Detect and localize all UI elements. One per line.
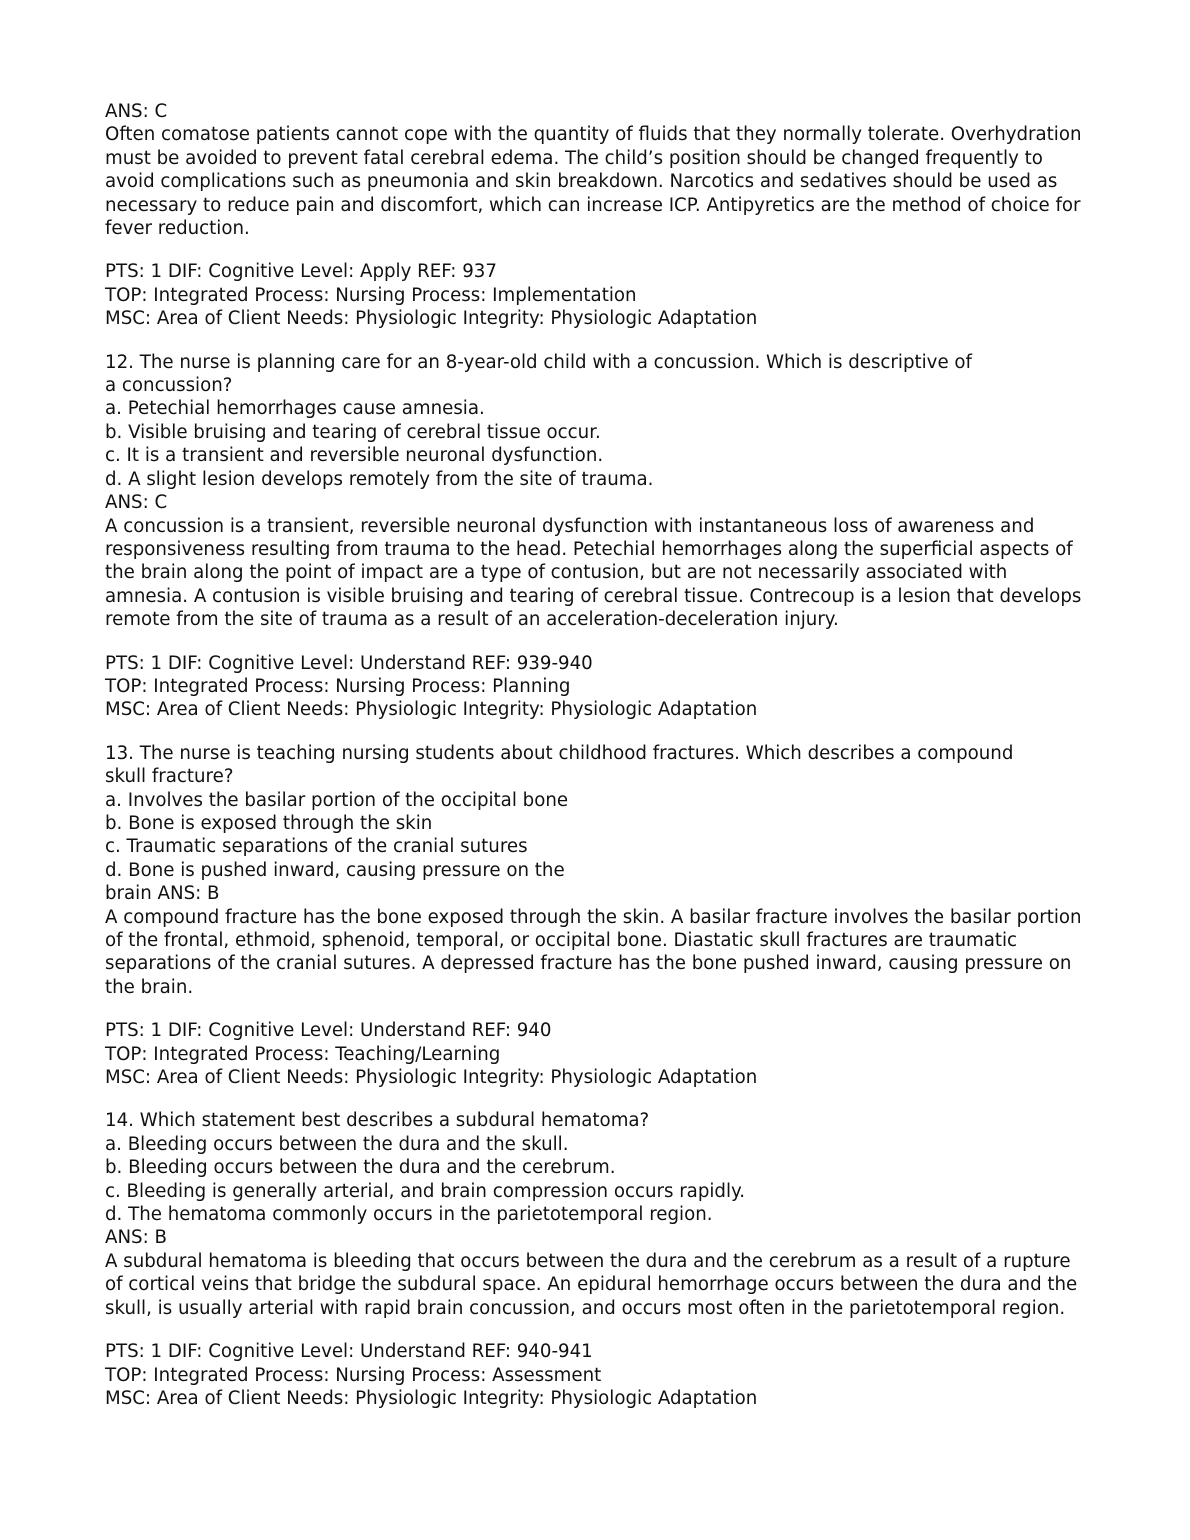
option-a: a. Involves the basilar portion of the occipital bone (105, 789, 569, 811)
option-d: d. The hematoma commonly occurs in the parietotemporal region. (105, 1204, 713, 1226)
answer-label: ANS: C (105, 101, 168, 122)
option-b: b. Bleeding occurs between the dura and the cerebrum. (105, 1157, 616, 1179)
top-line: TOP: Integrated Process: Nursing Process: Planning (105, 675, 571, 697)
msc-line: MSC: Area of Client Needs: Physiologic Integrity: Physiologic Adaptation (105, 308, 758, 330)
answer-label: ANS: C (105, 492, 168, 514)
option-c: c. Bleeding is generally arterial, and brain compression occurs rapidly. (105, 1180, 745, 1202)
answer-label: brain ANS: B (105, 883, 220, 905)
q12-question-block (105, 351, 1090, 632)
question-stem: 12. The nurse is planning care for an 8-year-old child with a concussion. Which is descriptive of (105, 351, 972, 373)
option-a: a. Bleeding occurs between the dura and the skull. (105, 1133, 569, 1155)
question-stem: 14. Which statement best describes a subdural hematoma? (105, 1110, 650, 1132)
answer-label: ANS: B (105, 1227, 167, 1249)
rationale: A concussion is a transient, reversible neuronal dysfunction with instantaneous loss of awareness and responsiveness resulting from trauma to the head. Petechial hemorrhages along the superficial aspects of the brain along the point of impact are a type of contusion, but are not necessarily associated with amnesia. A contusion is visible bruising and tearing of cerebral tissue. Contrecoup is a lesion that develops remote from the site of trauma as a result of an acceleration-deceleration injury. (105, 515, 1082, 631)
question-stem: 13. The nurse is teaching nursing students about childhood fractures. Which describes a compound (105, 742, 1014, 764)
option-a: a. Petechial hemorrhages cause amnesia. (105, 398, 485, 420)
option-b: b. Bone is exposed through the skin (105, 812, 433, 834)
rationale: A subdural hematoma is bleeding that occurs between the dura and the cerebrum as a result of a rupture of cortical veins that bridge the subdural space. An epidural hemorrhage occurs between the dura and the skull, is usually arterial with rapid brain concussion, and occurs most often in the parietotemporal region. (105, 1250, 1078, 1319)
q12-meta-block (105, 652, 1090, 722)
pts-line: PTS: 1 DIF: Cognitive Level: Apply REF: 937 (105, 261, 497, 283)
option-c: c. Traumatic separations of the cranial sutures (105, 836, 528, 858)
question-stem-continued: a concussion? (105, 375, 233, 397)
rationale: A compound fracture has the bone exposed through the skin. A basilar fracture involves the basilar portion of the frontal, ethmoid, sphenoid, temporal, or occipital bone. Diastatic skull fractures are traumatic separations of the cranial sutures. A depressed fracture has the bone pushed inward, causing pressure on the brain. (105, 906, 1082, 998)
msc-line: MSC: Area of Client Needs: Physiologic Integrity: Physiologic Adaptation (105, 1067, 758, 1089)
q14-meta-block (105, 1340, 1090, 1410)
top-line: TOP: Integrated Process: Nursing Process: Implementation (105, 284, 637, 306)
q11-meta-block (105, 260, 1090, 330)
q14-question-block (105, 1109, 1090, 1320)
q13-question-block (105, 742, 1090, 999)
pts-line: PTS: 1 DIF: Cognitive Level: Understand REF: 940 (105, 1020, 552, 1042)
option-d: d. Bone is pushed inward, causing pressure on the (105, 859, 565, 881)
option-d: d. A slight lesion develops remotely from the site of trauma. (105, 468, 654, 490)
top-line: TOP: Integrated Process: Nursing Process: Assessment (105, 1364, 602, 1386)
msc-line: MSC: Area of Client Needs: Physiologic Integrity: Physiologic Adaptation (105, 1387, 758, 1409)
option-c: c. It is a transient and reversible neuronal dysfunction. (105, 445, 604, 467)
rationale: Often comatose patients cannot cope with the quantity of fluids that they normally tolerate. Overhydration must be avoided to prevent fatal cerebral edema. The child’s position should be changed frequently to avoid complications such as pneumonia and skin breakdown. Narcotics and sedatives should be used as necessary to reduce pain and discomfort, which can increase ICP. Antipyretics are the method of choice for fever reduction. (105, 124, 1082, 240)
pts-line: PTS: 1 DIF: Cognitive Level: Understand REF: 940-941 (105, 1341, 593, 1363)
top-line: TOP: Integrated Process: Teaching/Learning (105, 1043, 501, 1065)
question-stem-continued: skull fracture? (105, 766, 234, 788)
pts-line: PTS: 1 DIF: Cognitive Level: Understand REF: 939-940 (105, 652, 593, 674)
q13-meta-block (105, 1019, 1090, 1089)
msc-line: MSC: Area of Client Needs: Physiologic Integrity: Physiologic Adaptation (105, 699, 758, 721)
q11-answer-block (105, 100, 1090, 240)
option-b: b. Visible bruising and tearing of cerebral tissue occur. (105, 421, 601, 443)
